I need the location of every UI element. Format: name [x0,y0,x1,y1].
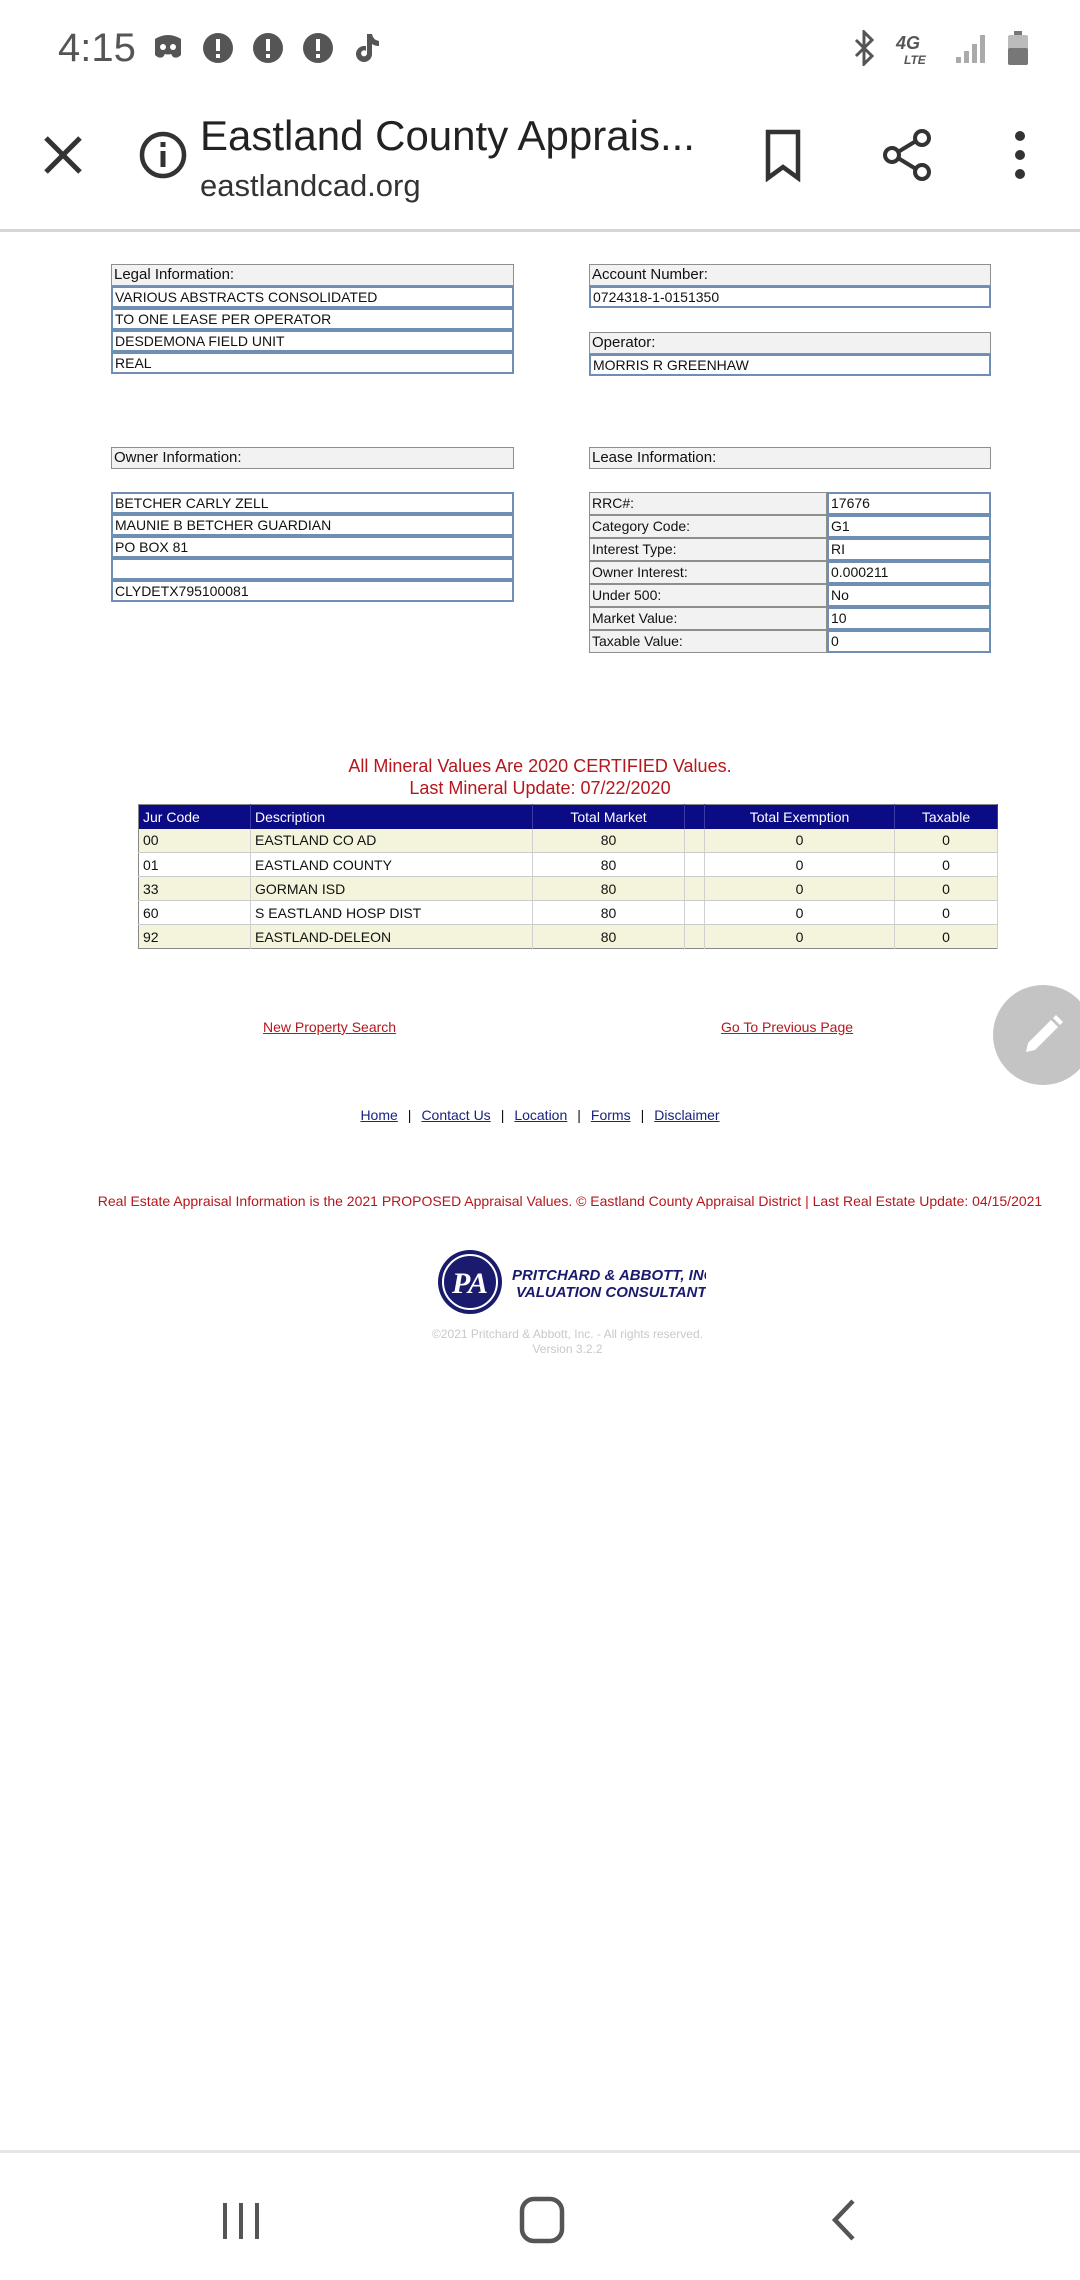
close-icon[interactable] [38,130,88,180]
col-total-exemption: Total Exemption [705,805,895,829]
jurisdiction-table [138,804,998,949]
jur-description: GORMAN ISD [251,877,533,901]
forms-link[interactable]: Forms [590,1107,631,1123]
legal-line-1: VARIOUS ABSTRACTS CONSOLIDATED [111,286,514,308]
jur-spacer [685,925,705,949]
lease-row [589,515,991,538]
jur-taxable: 0 [895,877,998,901]
jur-total-exemption: 0 [705,901,895,925]
jur-code: 01 [139,853,251,877]
lease-label: Market Value: [589,607,827,630]
notification-icons [150,30,386,66]
contact-us-link[interactable]: Contact Us [421,1107,491,1123]
page-title: Eastland County Apprais... [200,112,695,159]
owner-line-3: PO BOX 81 [111,536,514,558]
legal-information [111,264,514,374]
logo-mark: PA [451,1267,489,1300]
logo-line-1: PRITCHARD & ABBOTT, INC. [512,1267,706,1284]
lease-row [589,538,991,561]
lease-value: 0.000211 [827,561,991,584]
lease-value: 0 [827,630,991,653]
footer-nav [0,1107,1080,1123]
jur-total-market: 80 [533,877,685,901]
table-row [139,829,998,853]
disclaimer-link[interactable]: Disclaimer [654,1107,720,1123]
table-row [139,925,998,949]
jur-total-exemption: 0 [705,829,895,853]
jur-description: EASTLAND-DELEON [251,925,533,949]
lease-details [589,492,991,653]
system-icons [850,30,1030,71]
jur-code: 33 [139,877,251,901]
version-text: Version 3.2.2 [532,1342,603,1356]
lease-label: Category Code: [589,515,827,538]
recent-apps-icon[interactable] [211,2195,271,2245]
lease-information [589,447,991,469]
system-navigation-bar [0,2150,1080,2280]
lease-label: Owner Interest: [589,561,827,584]
previous-page-link[interactable]: Go To Previous Page [721,1019,854,1035]
owner-line-4 [111,558,514,580]
nav-separator: | [500,1107,505,1123]
jur-total-market: 80 [533,829,685,853]
mineral-update-note: Last Mineral Update: 07/22/2020 [409,778,671,798]
owner-header: Owner Information: [111,447,514,469]
jur-total-market: 80 [533,901,685,925]
location-link[interactable]: Location [514,1107,568,1123]
table-row [139,853,998,877]
jur-spacer [685,901,705,925]
home-link[interactable]: Home [360,1107,398,1123]
table-header-row [139,805,998,829]
jur-total-market: 80 [533,853,685,877]
share-icon[interactable] [880,128,934,182]
jur-code: 92 [139,925,251,949]
operator-header: Operator: [589,332,991,354]
owner-details [111,492,514,602]
legal-line-3: DESDEMONA FIELD UNIT [111,330,514,352]
tiktok-icon [350,30,386,66]
copyright [0,1327,1080,1357]
copyright-text: ©2021 Pritchard & Abbott, Inc. - All rights reserved. [432,1327,703,1341]
more-options-icon[interactable] [1000,128,1040,182]
battery-icon [1006,30,1030,71]
operator-name: MORRIS R GREENHAW [589,354,991,376]
4g-lte-icon: 4G LTE [896,32,926,67]
back-icon[interactable] [815,2195,875,2245]
owner-line-1: BETCHER CARLY ZELL [111,492,514,514]
pritchard-abbott-logo[interactable] [436,1247,706,1317]
jur-taxable: 0 [895,925,998,949]
legal-line-4: REAL [111,352,514,374]
legal-header: Legal Information: [111,264,514,286]
table-row [139,901,998,925]
jur-spacer [685,829,705,853]
discord-icon [150,30,186,66]
alert-icon [250,30,286,66]
owner-line-5: CLYDETX795100081 [111,580,514,602]
owner-line-2: MAUNIE B BETCHER GUARDIAN [111,514,514,536]
nav-separator: | [577,1107,581,1123]
alert-icon [200,30,236,66]
lease-value: 10 [827,607,991,630]
status-bar [0,0,1080,100]
lease-row [589,607,991,630]
jur-code: 00 [139,829,251,853]
lease-value: RI [827,538,991,561]
bookmark-icon[interactable] [758,128,808,182]
jur-spacer [685,853,705,877]
jur-total-exemption: 0 [705,877,895,901]
logo-line-2: VALUATION CONSULTANTS [516,1284,706,1301]
jur-total-market: 80 [533,925,685,949]
custom-tab-toolbar [0,100,1080,232]
mineral-values-note: All Mineral Values Are 2020 CERTIFIED Values. [348,756,732,776]
col-jur-code: Jur Code [139,805,251,829]
jur-total-exemption: 0 [705,925,895,949]
nav-separator: | [407,1107,412,1123]
home-icon[interactable] [512,2195,572,2245]
jur-total-exemption: 0 [705,853,895,877]
account-header: Account Number: [589,264,991,286]
col-total-market: Total Market [533,805,685,829]
lease-label: Interest Type: [589,538,827,561]
jur-description: EASTLAND CO AD [251,829,533,853]
account-number: 0724318-1-0151350 [589,286,991,308]
lease-value: G1 [827,515,991,538]
alert-icon [300,30,336,66]
legal-line-2: TO ONE LEASE PER OPERATOR [111,308,514,330]
jur-taxable: 0 [895,853,998,877]
lease-header: Lease Information: [589,447,991,469]
jur-taxable: 0 [895,901,998,925]
lease-label: Taxable Value: [589,630,827,653]
owner-information [111,447,514,469]
jur-description: S EASTLAND HOSP DIST [251,901,533,925]
table-row [139,877,998,901]
lease-label: Under 500: [589,584,827,607]
lease-value: No [827,584,991,607]
jur-code: 60 [139,901,251,925]
pencil-icon [1018,1010,1068,1060]
lease-row [589,561,991,584]
account-information [589,264,991,308]
col-spacer [685,805,705,829]
nav-separator: | [640,1107,645,1123]
lease-row [589,584,991,607]
jur-taxable: 0 [895,829,998,853]
operator-information [589,332,991,376]
info-icon[interactable] [138,130,188,180]
lease-row [589,492,991,515]
signal-icon [954,31,988,70]
jur-description: EASTLAND COUNTY [251,853,533,877]
edit-fab[interactable] [993,985,1080,1085]
bluetooth-icon [850,30,878,71]
jur-spacer [685,877,705,901]
col-description: Description [251,805,533,829]
new-property-search-link[interactable]: New Property Search [263,1019,397,1035]
appraisal-footer-note: Real Estate Appraisal Information is the 2021 PROPOSED Appraisal Values. © Eastland County Appraisal District | Last Real Estate Update: 04/15/2021 [97,1193,1043,1209]
lease-label: RRC#: [589,492,827,515]
lease-value: 17676 [827,492,991,515]
col-taxable: Taxable [895,805,998,829]
page-url[interactable]: eastlandcad.org [200,168,421,203]
status-time: 4:15 [58,26,136,70]
lease-row [589,630,991,653]
